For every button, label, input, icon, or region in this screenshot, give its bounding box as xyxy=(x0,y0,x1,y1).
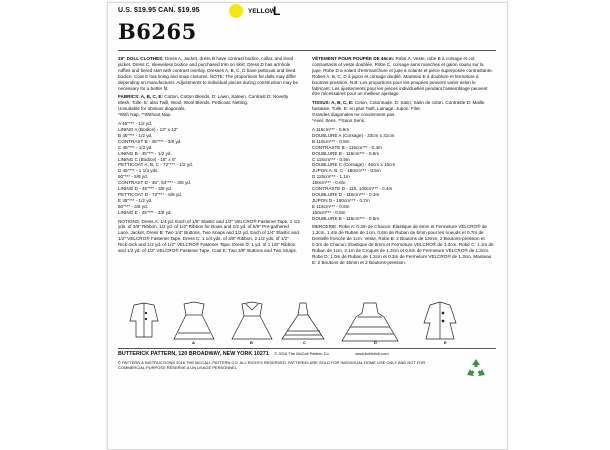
yardage-row: CONTRAST B - 45"*** - 3/8 yd. xyxy=(118,138,182,144)
english-fabrics: FABRICS: A, B, C, E: Cotton, Cotton Blends. D: Lawn, Sateen. Contrast D: Novelty Mesh, Tulle. E: also Twill, Wool, Wool Blends. Petticoat: Netting. Unsuitable for obvious diagonals. *With Nap. **Without Nap. xyxy=(118,94,289,118)
english-column xyxy=(118,56,300,296)
legal-notice: © PATTERN & INSTRUCTIONS 2016 THE MCCALL PATTERN CO. ALL RIGHTS RESERVED. PATTERNS ARE SOLD FOR INDIVIDUAL HOME USE ONLY AND NOT FOR COMMERCIAL PURPOSE RESERVE A UN USAGE PERSONNEL xyxy=(118,360,426,370)
yellow-label: YELLOW xyxy=(248,8,276,15)
yardage-row: LINING C (Bodice) - 18" x 6" xyxy=(118,156,177,162)
garment-sketches xyxy=(122,299,492,347)
pattern-number: B6265 xyxy=(118,19,197,44)
yardage-row: LINING B - 45"*** - 1/2 yd. xyxy=(118,150,172,156)
french-tissus: TISSUS: A, B, C, E: Coton, Cotonnade. D: Satin, Satin de coton. Contraste D: Maille fantaisie, Tulle. E: en plus Twill, Lainage. Jupon: Filet. Grandes diagonales ne conviennent pas. *Avec Sens. **Sans Sens. xyxy=(312,100,485,124)
view-label-b: B xyxy=(250,340,253,345)
metrage-row: DOUBLURE C (Corsage) - 46cm x 15cm xyxy=(312,162,396,168)
recycle-icon xyxy=(464,357,488,381)
metrage-row: B 115cm*** - 0.5m xyxy=(312,138,350,144)
yardage-row: E 45"*** - 1/2 yd. xyxy=(118,197,153,203)
metrage-row: JUPON A, B, C - 180cm*** - 0.5m xyxy=(312,168,381,174)
pattern-envelope-back xyxy=(107,2,508,450)
english-description: 18" DOLL CLOTHES: Dress A, Jacket, dress B have contrast bodice, collar, and lined jacket. Dress C, sleeveless bodice and purchased trim on skirt. Dress D has armhole ruffles and tiered skirt with contrast overlay. Dresses A, B, C, D have petticoat and lined bodice. Coat E has lining and snap closures. NOTE: The proportions for dolls may differ depending on manufacturer. Adjustments to individual pieces during construction may be necessary for a better fit. xyxy=(118,56,299,91)
french-description: VÊTEMENT POUR POUPÉE DE 46cm: Robe A, Veste, robe B à corsage et col contrastants et veste doublée. Robe C, corsage sans manches et galon cousu sur la jupe. Robe D a volant d'emmanchure et jupe à volants et pièce superposée contrastante. Robes A, B, C, D à jupon et corsage doublé. Manteau E à doublure et fermeture à boutons-pression. N.B: Les proportions pour les poupées peuvent varier selon le fabricant. Les ajustements pour les pièces individuelles pendant l'assemblage peuvent être nécessaires pour un meilleur ajustage. xyxy=(312,56,493,97)
yellow-size-dot xyxy=(229,4,243,18)
french-column xyxy=(312,56,494,296)
metrage-row: A 115cm*** - 0.5m xyxy=(312,126,350,132)
jacket-sketch xyxy=(130,303,158,337)
french-mercerie: MERCERIE: Robe A: 0.3m de Chacun: Élastique de 6mm et Fermeture VELCRO® de 1.3cm, 1.4m de Ruban de 1cm, 0.6m de Ruban de 6mm pour les noeuds et 0.7m de Dentelle froncée de 1cm. Veste, Robe B: 2 Boutons de 13mm, 2 Boutons-pression et 0.3m de Chacun: Élastique de 6mm et Fermeture VELCRO® de 1.3cm. Robe C: 1.1m de Ruban de 1cm, 2.1m de Croquet de 1.3cm et 0.5m de Fermeture VELCRO® de 1.3cm. Robe D: 1.0m de Ruban de 1.3cm et 0.3m de Fermeture VELCRO® de 1.3cm. Manteau E: 2 Boutons de 16mm et 2 Boutons-pression. xyxy=(312,224,494,265)
metrage-row: CONTRASTE B - 115cm*** - 0.4m xyxy=(312,144,382,150)
coat-e-sketch xyxy=(424,302,456,339)
yardage-row: 60"*** - 5/8 yd. xyxy=(118,174,148,180)
dress-b-sketch xyxy=(232,302,272,339)
english-notions: NOTIONS: Dress A: 1/4 yd. Each of 1/8" Elastic and 1/2" VELCRO® Fastener Tape, 1 1/2 yds. of 3/8" Ribbon, 1/2 yd. of 1/4" Ribbon for Bows and 1/2 yd. of 5/8" Pre-gathered Lace. Jacket, Dress B: Two 1/4" Buttons, Two Snaps and 1/2 yd. Each of 1/4" Elastic and 1/2" VELCRO® Fastener Tape. Dress C: 1 1/4 yds. of 3/8" Ribbon, 2 1/2 yds. of 1/2" Rick-rack and 1/2 yd. of 1/2" VELCRO® Fastener Tape. Dress D: 1 yd. of 1 1/8" Ribbon and 1/2 yd. of 1/2" VELCRO® Fastener Tape. Coat E: Two 3/8" Buttons and Two Snaps. xyxy=(118,218,300,254)
yardage-row: CONTRAST D - 45", 54"*** - 3/8 yd. xyxy=(118,180,192,186)
yardage-row: 60"*** - 3/8 yd. xyxy=(118,203,148,209)
size-letter: L xyxy=(273,4,281,18)
dress-d-sketch xyxy=(342,303,398,341)
metrage-row: DOUBLURE D - 115cm*** - 0.3m xyxy=(312,191,380,197)
view-label-e: E xyxy=(444,340,447,345)
metrage-row: E 115cm*** - 0.6m xyxy=(312,203,350,209)
view-label-d: D xyxy=(374,340,377,345)
metrage-row: DOUBLURE E - 115cm*** - 0.5m xyxy=(312,215,380,221)
yardage-row: A 45"*** - 1/2 yd. xyxy=(118,121,153,127)
french-metrage-list xyxy=(312,127,494,222)
view-label-a: A xyxy=(192,340,195,345)
yardage-row: C 45"*** - 1/2 yd. xyxy=(118,144,153,150)
metrage-row: D 115cm*** - 1.1m xyxy=(312,174,350,180)
yardage-row: LINING A (Bodice) - 13" x 12" xyxy=(118,126,178,132)
metrage-row: CONTRASTE D - 115, 140cm*** - 0.4m xyxy=(312,186,393,192)
metrage-row: 150cm*** - 0.6m xyxy=(312,180,346,186)
yardage-row: PETTICOAT D - 72"*** - 5/8 yd. xyxy=(118,191,183,197)
top-divider xyxy=(118,50,496,51)
yardage-row: LINING D - 45"*** - 3/8 yd. xyxy=(118,186,172,192)
view-label-c: C xyxy=(303,340,306,345)
metrage-row: C 115cm*** - 0.5m xyxy=(312,156,350,162)
yardage-row: B 45"*** - 1/2 yd. xyxy=(118,132,153,138)
metrage-row: JUPON D - 180cm*** - 0.7m xyxy=(312,197,370,203)
publisher-address: BUTTERICK PATTERN, 120 BROADWAY, NEW YORK 10271 © 2016 The McCall Pattern Co. www.butterick.com xyxy=(118,351,389,357)
metrage-row: 150cm*** - 0.5m xyxy=(312,209,346,215)
dress-c-sketch xyxy=(282,303,324,339)
bottom-divider xyxy=(118,348,496,349)
dress-a-sketch xyxy=(174,302,214,339)
yardage-row: D 45"*** - 1 1/4 yds. xyxy=(118,168,159,174)
metrage-row: DOUBLURE B - 115cm*** - 0.5m xyxy=(312,150,380,156)
yardage-row: PETTICOAT A, B, C - 72"*** - 1/2 yd. xyxy=(118,162,193,168)
price-label: U.S. $19.95 CAN. $19.95 xyxy=(118,7,200,14)
yardage-row: LINING E - 45"*** - 3/8 yd. xyxy=(118,209,172,215)
english-yardage-list xyxy=(118,121,300,216)
metrage-row: DOUBLURE A (Corsage) - 33cm x 31cm xyxy=(312,132,395,138)
